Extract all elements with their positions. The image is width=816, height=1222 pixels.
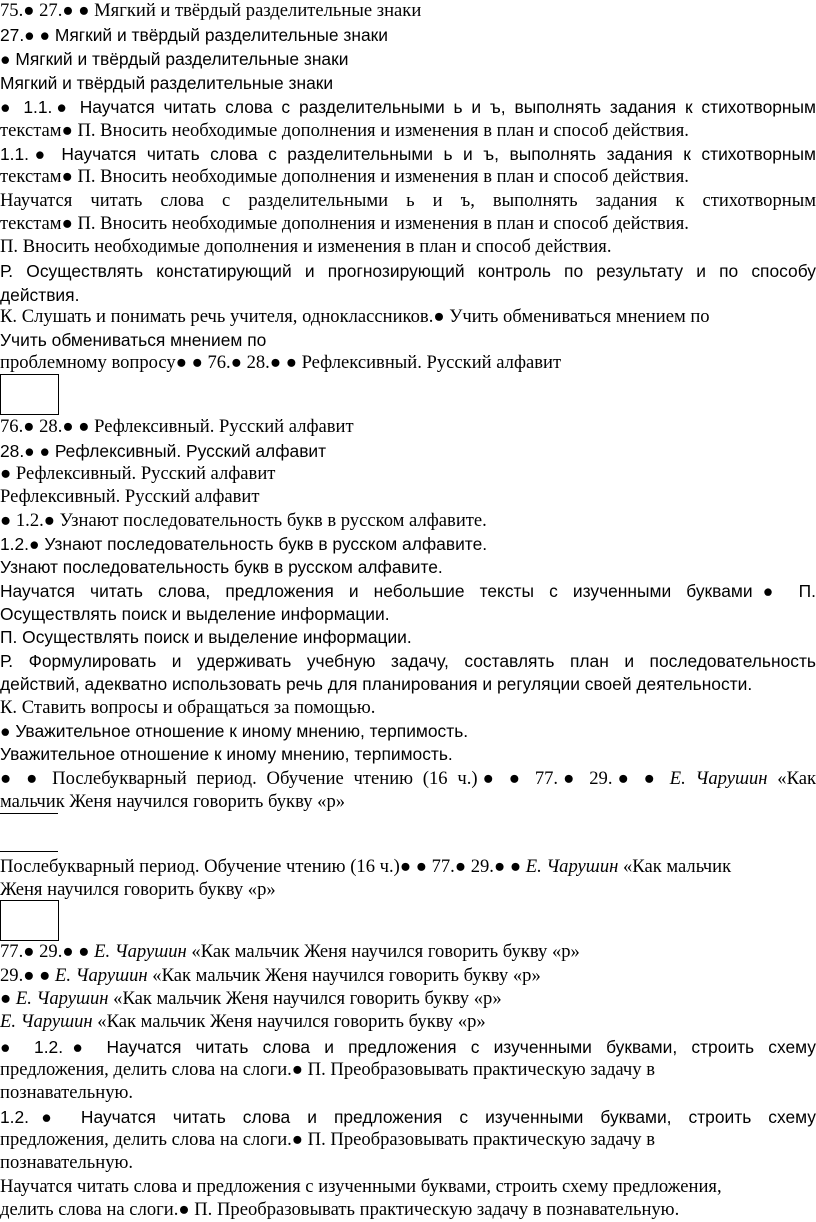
text-segment: «Как мальчик (618, 856, 732, 877)
text-segment: мальчик (0, 791, 65, 812)
text-line: познавательную. (0, 1082, 134, 1103)
text-line: Р. Формулировать и удерживать учебную задачу, составлять план и последовательность (0, 651, 816, 671)
author-name: Е. Чарушин (55, 965, 148, 986)
text-segment: «Как мальчик Женя научился говорить букву «р» (92, 1011, 486, 1032)
text-line: П. Осуществлять поиск и выделение информации. (0, 627, 412, 647)
text-line (0, 988, 816, 1011)
text-line: Мягкий и твёрдый разделительные знаки (0, 73, 334, 93)
image-placeholder-box (0, 900, 59, 941)
text-segment: ● ● Послебукварный период. Обучение чтению (16 ч.)● ● 77.● 29.● ● (0, 768, 670, 789)
text-line: предложения, делить слова на слоги.● П. Преобразовывать практическую задачу в (0, 1129, 655, 1150)
text-line: Женя научился говорить букву «р» (0, 879, 276, 900)
text-line: Осуществлять поиск и выделение информации. (0, 604, 390, 624)
text-line: познавательную. (0, 1152, 134, 1173)
text-line: делить слова на слоги.● П. Преобразовывать практическую задачу в познавательную. (0, 1199, 680, 1220)
text-segment: 77.● 29.● ● (0, 941, 95, 962)
text-segment: «Как мальчик Женя научился говорить букву «р» (186, 941, 580, 962)
text-line: Р. Осуществлять констатирующий и прогнозирующий контроль по результату и по способу (0, 261, 816, 281)
text-line: Уважительное отношение к иному мнению, терпимость. (0, 744, 453, 764)
text-line (0, 791, 816, 814)
text-segment: 29.● ● (0, 965, 56, 986)
text-line: К. Слушать и понимать речь учителя, одноклассников.● Учить обмениваться мнением по (0, 306, 710, 327)
text-segment: «Как мальчик Женя научился говорить букву «р» (108, 988, 502, 1009)
underline-rule (0, 851, 58, 852)
author-name: Е. Чарушин (0, 1011, 93, 1032)
text-segment: Послебукварный период. Обучение чтению (16 ч.)● ● 77.● 29.● ● (0, 856, 526, 877)
text-line: текстам● П. Вносить необходимые дополнения и изменения в план и способ действия. (0, 213, 689, 234)
text-line: ● Уважительное отношение к иному мнению, терпимость. (0, 721, 469, 741)
text-line (0, 941, 816, 964)
text-line: 1.2.● Научатся читать слова и предложения с изученными буквами, строить схему (0, 1107, 816, 1127)
author-name: Е. Чарушин (669, 768, 768, 789)
text-line: 75.● 27.● ● Мягкий и твёрдый разделительные знаки (0, 0, 422, 21)
text-line: П. Вносить необходимые дополнения и изменения в план и способ действия. (0, 236, 612, 257)
text-line: Научатся читать слова, предложения и небольшие тексты с изученными буквами● П. (0, 581, 816, 601)
text-segment: ● (0, 988, 16, 1009)
text-line: действий, адекватно использовать речь для планирования и регуляции своей деятельности. (0, 674, 753, 694)
text-line: ● Мягкий и твёрдый разделительные знаки (0, 49, 349, 69)
text-line: ● 1.1.● Научатся читать слова с разделительными ь и ъ, выполнять задания к стихотворным (0, 97, 816, 117)
text-line: проблемному вопросу● ● 76.● 28.● ● Рефлексивный. Русский алфавит (0, 352, 562, 373)
text-line: 27.● ● Мягкий и твёрдый разделительные знаки (0, 25, 388, 45)
text-line: ● Рефлексивный. Русский алфавит (0, 463, 276, 484)
text-line: 1.1.● Научатся читать слова с разделительными ь и ъ, выполнять задания к стихотворным (0, 144, 816, 164)
text-segment: «Как мальчик Женя научился говорить букву «р» (147, 965, 541, 986)
text-segment: Женя научился говорить букву «р» (64, 791, 346, 812)
text-line: действия. (0, 285, 80, 305)
text-line: Научатся читать слова с разделительными ь и ъ, выполнять задания к стихотворным (0, 190, 816, 211)
text-line (0, 768, 816, 791)
text-line: текстам● П. Вносить необходимые дополнения и изменения в план и способ действия. (0, 166, 689, 187)
text-line: текстам● П. Вносить необходимые дополнения и изменения в план и способ действия. (0, 120, 689, 141)
image-placeholder-box (0, 374, 59, 415)
text-line: Учить обмениваться мнением по (0, 330, 267, 350)
text-line: 76.● 28.● ● Рефлексивный. Русский алфавит (0, 416, 354, 437)
text-line: 28.● ● Рефлексивный. Русский алфавит (0, 441, 327, 461)
underline-rule (0, 813, 58, 814)
text-line: ● 1.2.● Узнают последовательность букв в русском алфавите. (0, 510, 487, 531)
author-name: Е. Чарушин (525, 856, 619, 877)
text-line: ● 1.2.● Научатся читать слова и предложения с изученными буквами, строить схему (0, 1037, 816, 1057)
author-name: Е. Чарушин (94, 941, 187, 962)
text-line: предложения, делить слова на слоги.● П. Преобразовывать практическую задачу в (0, 1059, 655, 1080)
text-line: Рефлексивный. Русский алфавит (0, 486, 260, 507)
author-name: Е. Чарушин (15, 988, 109, 1009)
text-line (0, 856, 816, 879)
text-line: Научатся читать слова и предложения с изученными буквами, строить схему предложения, (0, 1176, 722, 1197)
text-line: Узнают последовательность букв в русском алфавите. (0, 557, 443, 577)
text-segment: «Как (767, 768, 816, 789)
text-line: К. Ставить вопросы и обращаться за помощью. (0, 697, 376, 718)
text-line (0, 965, 816, 988)
text-line: 1.2.● Узнают последовательность букв в русском алфавите. (0, 534, 488, 554)
text-line (0, 1011, 816, 1034)
